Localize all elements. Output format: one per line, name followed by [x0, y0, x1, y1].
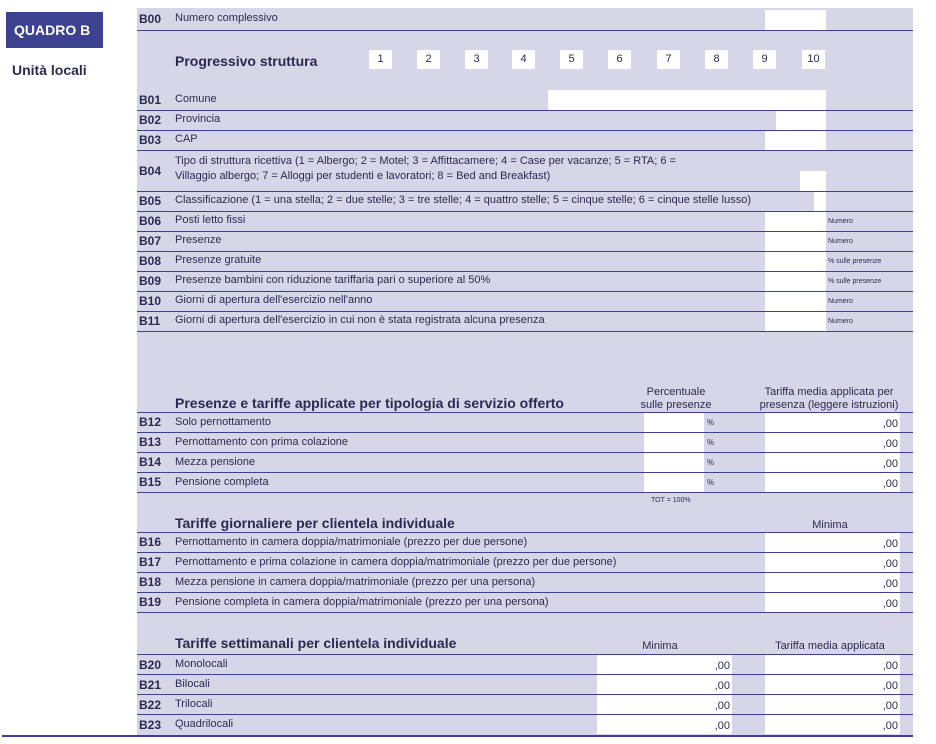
tariffa-suffix-b12: ,00 — [882, 418, 898, 430]
row-code-b23: B23 — [139, 718, 162, 732]
row-divider — [137, 251, 913, 252]
row-code-b02: B02 — [139, 113, 162, 127]
row-divider — [137, 291, 913, 292]
percent-input-b15[interactable] — [644, 473, 704, 492]
input-b08[interactable] — [765, 252, 826, 271]
row-label-b17: Pernottamento e prima colazione in camera doppia/matrimoniale (prezzo per due persone) — [175, 556, 617, 568]
progressivo-box-6[interactable]: 6 — [608, 50, 631, 69]
row-divider — [137, 30, 913, 31]
row-code-b10: B10 — [139, 294, 162, 308]
minima-suffix-b23: ,00 — [714, 720, 730, 732]
progressivo-box-5[interactable]: 5 — [560, 50, 583, 69]
row-label-b03: CAP — [175, 133, 198, 145]
row-label-b18: Mezza pensione in camera doppia/matrimoniale (prezzo per una persona) — [175, 576, 536, 588]
percent-symbol-b15: % — [707, 478, 715, 487]
row-code-b17: B17 — [139, 555, 162, 569]
row-label-b00: Numero complessivo — [175, 12, 278, 24]
progressivo-title: Progressivo struttura — [175, 53, 318, 69]
row-label-b01: Comune — [175, 93, 217, 105]
row-label-b15: Pensione completa — [175, 476, 269, 488]
row-divider — [137, 191, 913, 192]
bottom-rule — [2, 735, 913, 737]
unit-note-b07: Numero — [828, 238, 853, 245]
row-label-b04: Tipo di struttura ricettiva (1 = Albergo; 2 = Motel; 3 = Affittacamere; 4 = Case per vacanze; 5 = RTA; 6 = Villaggio albergo; 7 = Alloggi per studenti e lavoratori; 8 = Bed and Breakfast) — [175, 155, 676, 182]
row-divider — [137, 612, 913, 613]
tariffa-suffix-b21: ,00 — [882, 680, 898, 692]
row-code-b12: B12 — [139, 415, 162, 429]
input-b01[interactable] — [548, 90, 826, 110]
input-b03[interactable] — [765, 131, 826, 150]
row-divider — [137, 271, 913, 272]
input-b09[interactable] — [765, 272, 826, 291]
row-code-b07: B07 — [139, 234, 162, 248]
row-code-b13: B13 — [139, 435, 162, 449]
unit-note-b09: % sulle presenze — [828, 278, 882, 285]
quadro-badge: QUADRO B — [6, 12, 103, 48]
row-label-b06: Posti letto fissi — [175, 214, 246, 226]
presenze-col-percentuale: Percentuale sulle presenze — [640, 386, 712, 411]
progressivo-box-1[interactable]: 1 — [369, 50, 392, 69]
row-label-b21: Bilocali — [175, 678, 210, 690]
row-divider — [137, 150, 913, 151]
percent-symbol-b14: % — [707, 458, 715, 467]
settimanali-col-minima: Minima — [642, 640, 678, 652]
row-divider — [137, 331, 913, 332]
input-b11[interactable] — [765, 312, 826, 331]
row-code-b05: B05 — [139, 194, 162, 208]
input-b00[interactable] — [765, 10, 826, 30]
row-code-b20: B20 — [139, 658, 162, 672]
progressivo-box-9[interactable]: 9 — [753, 50, 776, 69]
row-divider — [137, 492, 913, 493]
presenze-heading: Presenze e tariffe applicate per tipologia di servizio offerto — [175, 395, 564, 411]
progressivo-box-8[interactable]: 8 — [705, 50, 728, 69]
progressivo-box-2[interactable]: 2 — [417, 50, 440, 69]
row-code-b18: B18 — [139, 575, 162, 589]
row-divider — [137, 130, 913, 131]
row-label-b19: Pensione completa in camera doppia/matrimoniale (prezzo per una persona) — [175, 596, 549, 608]
giornaliere-col-minima: Minima — [812, 519, 848, 531]
unit-note-b10: Numero — [828, 298, 853, 305]
row-label-b16: Pernottamento in camera doppia/matrimoniale (prezzo per due persone) — [175, 536, 528, 548]
minima-suffix-b16: ,00 — [882, 538, 898, 550]
row-code-b09: B09 — [139, 274, 162, 288]
tariffa-suffix-b22: ,00 — [882, 700, 898, 712]
section-title: Unità locali — [12, 62, 87, 78]
row-label-b11: Giorni di apertura dell'esercizio in cui non è stata registrata alcuna presenza — [175, 314, 545, 326]
percent-input-b14[interactable] — [644, 453, 704, 472]
row-code-b03: B03 — [139, 133, 162, 147]
input-b04[interactable] — [800, 171, 826, 191]
input-b05[interactable] — [814, 192, 826, 211]
presenze-col-tariffa: Tariffa media applicata per presenza (leggere istruzioni) — [759, 386, 899, 411]
row-code-b15: B15 — [139, 475, 162, 489]
percent-symbol-b12: % — [707, 418, 715, 427]
row-code-b19: B19 — [139, 595, 162, 609]
row-divider — [137, 211, 913, 212]
settimanali-heading: Tariffe settimanali per clientela individuale — [175, 635, 457, 651]
row-code-b22: B22 — [139, 698, 162, 712]
minima-suffix-b22: ,00 — [714, 700, 730, 712]
minima-suffix-b21: ,00 — [714, 680, 730, 692]
row-code-b04: B04 — [139, 164, 162, 178]
row-label-b02: Provincia — [175, 113, 221, 125]
progressivo-box-4[interactable]: 4 — [512, 50, 535, 69]
input-b10[interactable] — [765, 292, 826, 311]
row-label-b22: Trilocali — [175, 698, 213, 710]
row-label-b23: Quadrilocali — [175, 718, 234, 730]
row-code-b21: B21 — [139, 678, 162, 692]
row-label-b10: Giorni di apertura dell'esercizio nell'anno — [175, 294, 373, 306]
input-b02[interactable] — [776, 111, 826, 130]
tot-note: TOT = 100% — [651, 497, 691, 504]
row-code-b00: B00 — [139, 12, 162, 26]
tariffa-suffix-b23: ,00 — [882, 720, 898, 732]
percent-input-b13[interactable] — [644, 433, 704, 452]
row-label-b14: Mezza pensione — [175, 456, 256, 468]
progressivo-box-7[interactable]: 7 — [657, 50, 680, 69]
tariffa-suffix-b14: ,00 — [882, 458, 898, 470]
row-label-b09: Presenze bambini con riduzione tariffaria pari o superiore al 50% — [175, 274, 491, 286]
minima-suffix-b19: ,00 — [882, 598, 898, 610]
row-label-b05: Classificazione (1 = una stella; 2 = due stelle; 3 = tre stelle; 4 = quattro stelle; 5 = cinque stelle; 6 = cinque stelle lusso) — [175, 194, 751, 206]
row-label-b12: Solo pernottamento — [175, 416, 272, 428]
input-b06[interactable] — [765, 212, 826, 231]
row-code-b16: B16 — [139, 535, 162, 549]
row-label-b08: Presenze gratuite — [175, 254, 262, 266]
row-code-b08: B08 — [139, 254, 162, 268]
tariffa-suffix-b20: ,00 — [882, 660, 898, 672]
giornaliere-heading: Tariffe giornaliere per clientela individuale — [175, 515, 455, 531]
row-label-b07: Presenze — [175, 234, 222, 246]
minima-suffix-b17: ,00 — [882, 558, 898, 570]
row-label-b13: Pernottamento con prima colazione — [175, 436, 349, 448]
unit-note-b08: % sulle presenze — [828, 258, 882, 265]
row-label-b20: Monolocali — [175, 658, 228, 670]
progressivo-box-3[interactable]: 3 — [465, 50, 488, 69]
row-divider — [137, 311, 913, 312]
unit-note-b06: Numero — [828, 218, 853, 225]
tariffa-suffix-b15: ,00 — [882, 478, 898, 490]
minima-suffix-b20: ,00 — [714, 660, 730, 672]
row-divider — [137, 231, 913, 232]
minima-suffix-b18: ,00 — [882, 578, 898, 590]
row-divider — [137, 110, 913, 111]
row-code-b14: B14 — [139, 455, 162, 469]
percent-symbol-b13: % — [707, 438, 715, 447]
settimanali-col-tariffa: Tariffa media applicata — [775, 640, 885, 652]
row-code-b06: B06 — [139, 214, 162, 228]
row-code-b11: B11 — [139, 314, 161, 328]
percent-input-b12[interactable] — [644, 413, 704, 432]
input-b07[interactable] — [765, 232, 826, 251]
row-code-b01: B01 — [139, 93, 162, 107]
progressivo-box-10[interactable]: 10 — [802, 50, 825, 69]
tariffa-suffix-b13: ,00 — [882, 438, 898, 450]
unit-note-b11: Numero — [828, 318, 853, 325]
